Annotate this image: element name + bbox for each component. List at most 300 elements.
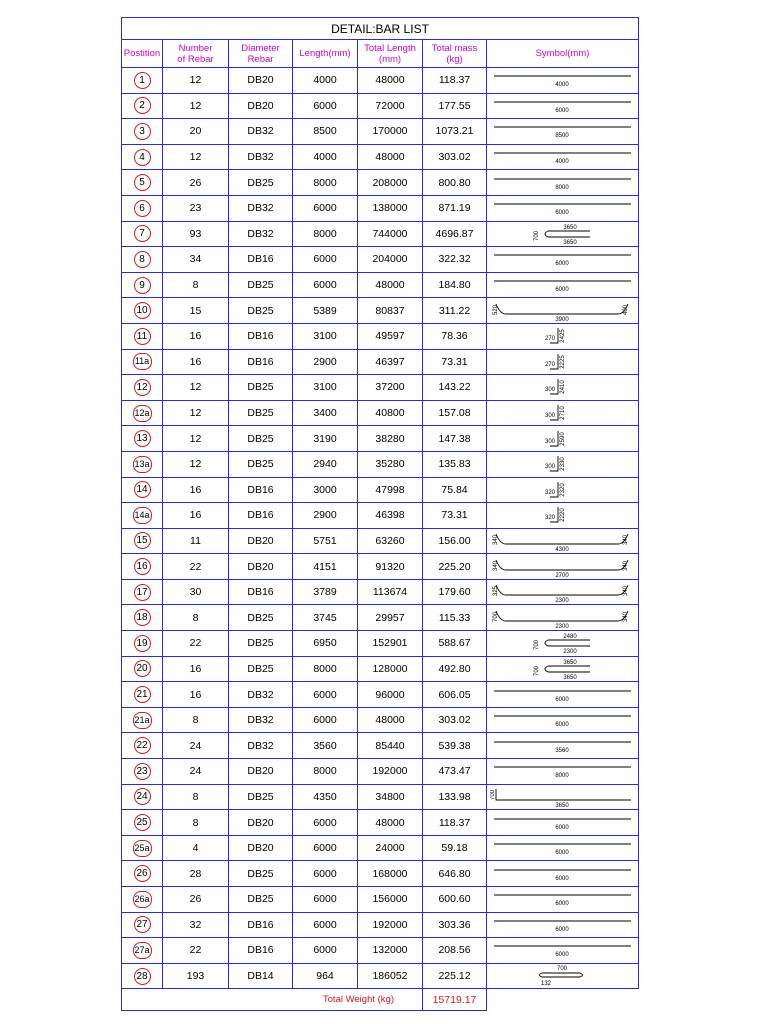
cell-total-length: 72000 xyxy=(358,93,423,119)
cell-total-mass: 303.36 xyxy=(423,912,487,938)
cell-symbol xyxy=(487,68,639,94)
cell-length: 2900 xyxy=(293,503,358,529)
cell-diameter: DB32 xyxy=(229,682,293,708)
table-row xyxy=(122,528,639,554)
bar-line xyxy=(496,585,628,595)
cell-length: 6000 xyxy=(293,810,358,836)
dimension-label: 300 xyxy=(544,413,556,420)
table-row xyxy=(122,579,639,605)
cell-position xyxy=(122,375,163,401)
header-number: Number of Rebar xyxy=(163,40,229,68)
cell-total-length: 192000 xyxy=(358,912,423,938)
position-circle: 27a xyxy=(133,942,152,959)
cell-length: 4151 xyxy=(293,554,358,580)
dimension-label: 6000 xyxy=(555,952,569,959)
bar-shape-straight xyxy=(490,197,635,219)
cell-total-mass: 143.22 xyxy=(423,375,487,401)
cell-total-mass: 303.02 xyxy=(423,144,487,170)
cell-number: 16 xyxy=(163,656,229,682)
cell-total-mass: 588.67 xyxy=(423,631,487,657)
cell-symbol xyxy=(487,247,639,273)
dimension-label: 8000 xyxy=(555,773,569,780)
cell-symbol xyxy=(487,682,639,708)
bar-shape-bend xyxy=(490,504,635,526)
cell-length: 3400 xyxy=(293,400,358,426)
position-circle: 21a xyxy=(133,712,152,729)
cell-position xyxy=(122,451,163,477)
cell-length: 3745 xyxy=(293,605,358,631)
cell-symbol xyxy=(487,579,639,605)
bar-shape-bend xyxy=(490,325,635,347)
dimension-label: 132 xyxy=(540,981,552,988)
dimension-label: 340 xyxy=(623,534,629,545)
cell-total-mass: 492.80 xyxy=(423,656,487,682)
dimension-label: 6000 xyxy=(555,875,569,882)
cell-position xyxy=(122,195,163,221)
dimension-label: 340 xyxy=(623,586,629,597)
cell-position xyxy=(122,400,163,426)
cell-number: 22 xyxy=(163,938,229,964)
cell-total-length: 91320 xyxy=(358,554,423,580)
cell-number: 32 xyxy=(163,912,229,938)
cell-diameter: DB25 xyxy=(229,375,293,401)
position-circle: 11a xyxy=(133,353,152,370)
cell-length: 6000 xyxy=(293,938,358,964)
position-circle: 24 xyxy=(134,788,151,805)
cell-total-length: 80837 xyxy=(358,298,423,324)
cell-length: 4000 xyxy=(293,68,358,94)
cell-diameter: DB16 xyxy=(229,477,293,503)
cell-number: 12 xyxy=(163,144,229,170)
cell-diameter: DB25 xyxy=(229,170,293,196)
cell-diameter: DB32 xyxy=(229,195,293,221)
cell-position xyxy=(122,298,163,324)
cell-diameter: DB20 xyxy=(229,835,293,861)
cell-symbol xyxy=(487,119,639,145)
bar-shape-straight xyxy=(490,146,635,168)
cell-total-mass: 606.05 xyxy=(423,682,487,708)
cell-symbol xyxy=(487,93,639,119)
cell-symbol xyxy=(487,221,639,247)
table-row xyxy=(122,810,639,836)
bar-shape-straight xyxy=(490,863,635,885)
dimension-label: 3900 xyxy=(555,316,569,322)
cell-symbol xyxy=(487,605,639,631)
bar-line xyxy=(545,231,590,237)
cell-length: 6000 xyxy=(293,912,358,938)
dimension-label: 700 xyxy=(556,966,568,973)
cell-position xyxy=(122,759,163,785)
position-circle: 25a xyxy=(133,840,152,857)
cell-symbol xyxy=(487,195,639,221)
cell-number: 26 xyxy=(163,887,229,913)
cell-total-length: 113674 xyxy=(358,579,423,605)
position-circle: 22 xyxy=(134,737,151,754)
cell-number: 34 xyxy=(163,247,229,273)
table-row xyxy=(122,733,639,759)
cell-total-mass: 322.32 xyxy=(423,247,487,273)
cell-total-mass: 184.80 xyxy=(423,272,487,298)
cell-position xyxy=(122,477,163,503)
table-row xyxy=(122,93,639,119)
bar-shape-straight xyxy=(490,69,635,91)
cell-position xyxy=(122,963,163,989)
table-row xyxy=(122,707,639,733)
cell-total-mass: 115.33 xyxy=(423,605,487,631)
cell-position xyxy=(122,170,163,196)
cell-length: 8000 xyxy=(293,656,358,682)
cell-symbol xyxy=(487,144,639,170)
cell-number: 12 xyxy=(163,68,229,94)
position-circle: 26 xyxy=(134,865,151,882)
cell-symbol xyxy=(487,631,639,657)
cell-number: 30 xyxy=(163,579,229,605)
dimension-label: 3650 xyxy=(555,802,569,808)
header-length: Length(mm) xyxy=(293,40,358,68)
cell-total-length: 208000 xyxy=(358,170,423,196)
cell-symbol xyxy=(487,554,639,580)
dimension-label: 4000 xyxy=(555,159,569,166)
title-row xyxy=(122,18,639,40)
cell-total-mass: 118.37 xyxy=(423,810,487,836)
dimension-label: 2300 xyxy=(555,623,569,629)
cell-number: 20 xyxy=(163,119,229,145)
cell-number: 193 xyxy=(163,963,229,989)
cell-total-length: 29957 xyxy=(358,605,423,631)
cell-position xyxy=(122,938,163,964)
bar-shape-straight xyxy=(490,172,635,194)
table-title: DETAIL:BAR LIST xyxy=(122,18,639,40)
cell-position xyxy=(122,887,163,913)
dimension-label: 6000 xyxy=(555,850,569,857)
dimension-label: 400 xyxy=(623,304,629,315)
cell-symbol xyxy=(487,298,639,324)
bar-shape-straight xyxy=(490,709,635,731)
table-row xyxy=(122,400,639,426)
dimension-label: 2320 xyxy=(560,483,566,497)
bar-line xyxy=(496,611,628,621)
cell-diameter: DB20 xyxy=(229,554,293,580)
cell-total-length: 138000 xyxy=(358,195,423,221)
position-circle: 14a xyxy=(133,507,152,524)
cell-length: 8000 xyxy=(293,170,358,196)
cell-number: 16 xyxy=(163,477,229,503)
cell-position xyxy=(122,247,163,273)
bar-shape-tray xyxy=(490,530,635,552)
cell-symbol xyxy=(487,272,639,298)
bar-shape-bend xyxy=(490,428,635,450)
dimension-label: 4000 xyxy=(555,82,569,89)
position-circle: 23 xyxy=(134,763,151,780)
dimension-label: 2410 xyxy=(560,380,566,395)
cell-number: 12 xyxy=(163,400,229,426)
cell-total-length: 192000 xyxy=(358,759,423,785)
cell-position xyxy=(122,810,163,836)
cell-total-length: 48000 xyxy=(358,810,423,836)
cell-symbol xyxy=(487,861,639,887)
table-row xyxy=(122,247,639,273)
cell-symbol xyxy=(487,835,639,861)
cell-position xyxy=(122,733,163,759)
cell-total-length: 37200 xyxy=(358,375,423,401)
cell-diameter: DB25 xyxy=(229,784,293,810)
cell-symbol xyxy=(487,963,639,989)
dimension-label: 340 xyxy=(493,560,499,571)
table-row xyxy=(122,68,639,94)
cell-total-length: 168000 xyxy=(358,861,423,887)
table-row xyxy=(122,631,639,657)
position-circle: 16 xyxy=(134,558,151,575)
table-row xyxy=(122,938,639,964)
cell-position xyxy=(122,93,163,119)
cell-symbol xyxy=(487,656,639,682)
cell-length: 6000 xyxy=(293,247,358,273)
cell-length: 5751 xyxy=(293,528,358,554)
position-circle: 17 xyxy=(134,584,151,601)
dimension-label: 300 xyxy=(544,387,556,394)
dimension-label: 2300 xyxy=(555,598,569,604)
cell-number: 12 xyxy=(163,451,229,477)
table-row xyxy=(122,298,639,324)
cell-total-length: 156000 xyxy=(358,887,423,913)
bar-shape-bend xyxy=(490,376,635,398)
bar-shape-loop xyxy=(490,632,635,654)
cell-position xyxy=(122,119,163,145)
cell-total-length: 132000 xyxy=(358,938,423,964)
cell-diameter: DB16 xyxy=(229,349,293,375)
table-row xyxy=(122,912,639,938)
table-row xyxy=(122,477,639,503)
cell-length: 2940 xyxy=(293,451,358,477)
cell-diameter: DB20 xyxy=(229,68,293,94)
header-symbol: Symbol(mm) xyxy=(487,40,639,68)
cell-total-mass: 871.19 xyxy=(423,195,487,221)
bar-shape-straight xyxy=(490,812,635,834)
position-circle: 8 xyxy=(134,251,151,268)
cell-diameter: DB16 xyxy=(229,938,293,964)
bar-shape-bend xyxy=(490,453,635,475)
cell-total-length: 46398 xyxy=(358,503,423,529)
dimension-label: 6000 xyxy=(555,287,569,294)
cell-symbol xyxy=(487,912,639,938)
cell-total-length: 96000 xyxy=(358,682,423,708)
cell-total-mass: 800.80 xyxy=(423,170,487,196)
cell-position xyxy=(122,554,163,580)
cell-total-mass: 208.56 xyxy=(423,938,487,964)
cell-position xyxy=(122,784,163,810)
cell-position xyxy=(122,144,163,170)
cell-number: 8 xyxy=(163,605,229,631)
dimension-label: 2480 xyxy=(563,634,577,641)
cell-total-length: 128000 xyxy=(358,656,423,682)
cell-symbol xyxy=(487,426,639,452)
bar-line xyxy=(540,973,583,977)
table-row xyxy=(122,963,639,989)
dimension-label: 300 xyxy=(544,438,556,445)
bar-shape-tray xyxy=(490,581,635,603)
cell-symbol xyxy=(487,887,639,913)
cell-diameter: DB25 xyxy=(229,451,293,477)
bar-shape-straight xyxy=(490,888,635,910)
cell-total-length: 85440 xyxy=(358,733,423,759)
dimension-label: 270 xyxy=(544,336,556,343)
dimension-label: 2425 xyxy=(560,329,566,343)
cell-total-mass: 303.02 xyxy=(423,707,487,733)
position-circle: 12 xyxy=(134,379,151,396)
cell-length: 3789 xyxy=(293,579,358,605)
table-row xyxy=(122,861,639,887)
position-circle: 11 xyxy=(134,328,151,345)
dimension-label: 270 xyxy=(544,361,556,368)
dimension-label: 340 xyxy=(493,534,499,545)
bar-shape-straight xyxy=(490,95,635,117)
cell-position xyxy=(122,221,163,247)
cell-diameter: DB16 xyxy=(229,579,293,605)
cell-symbol xyxy=(487,938,639,964)
cell-number: 23 xyxy=(163,195,229,221)
cell-length: 8000 xyxy=(293,221,358,247)
position-circle: 14 xyxy=(134,481,151,498)
dimension-label: 2220 xyxy=(560,508,566,523)
dimension-label: 3650 xyxy=(563,659,577,666)
cell-number: 22 xyxy=(163,631,229,657)
dimension-label: 8500 xyxy=(555,133,569,140)
dimension-label: 6000 xyxy=(555,107,569,114)
cell-number: 26 xyxy=(163,170,229,196)
cell-number: 4 xyxy=(163,835,229,861)
cell-total-mass: 646.80 xyxy=(423,861,487,887)
position-circle: 1 xyxy=(134,72,151,89)
dimension-label: 320 xyxy=(544,515,556,522)
position-circle: 5 xyxy=(134,174,151,191)
cell-length: 3100 xyxy=(293,375,358,401)
cell-position xyxy=(122,503,163,529)
cell-diameter: DB25 xyxy=(229,605,293,631)
cell-position xyxy=(122,349,163,375)
cell-length: 4350 xyxy=(293,784,358,810)
cell-total-length: 152901 xyxy=(358,631,423,657)
bar-shape-straight xyxy=(490,735,635,757)
position-circle: 19 xyxy=(134,635,151,652)
cell-number: 16 xyxy=(163,682,229,708)
total-row xyxy=(122,989,639,1011)
cell-length: 3000 xyxy=(293,477,358,503)
cell-number: 28 xyxy=(163,861,229,887)
position-circle: 10 xyxy=(134,302,151,319)
cell-number: 24 xyxy=(163,733,229,759)
position-circle: 15 xyxy=(134,532,151,549)
dimension-label: 300 xyxy=(544,464,556,471)
cell-symbol xyxy=(487,733,639,759)
dimension-label: 6000 xyxy=(555,696,569,703)
dimension-label: 700 xyxy=(534,230,540,241)
cell-number: 8 xyxy=(163,784,229,810)
table-row xyxy=(122,272,639,298)
cell-diameter: DB25 xyxy=(229,298,293,324)
cell-length: 6000 xyxy=(293,682,358,708)
cell-total-mass: 73.31 xyxy=(423,503,487,529)
cell-length: 3100 xyxy=(293,323,358,349)
dimension-label: 340 xyxy=(623,560,629,571)
dimension-label: 2225 xyxy=(560,355,566,369)
cell-position xyxy=(122,861,163,887)
dimension-label: 6000 xyxy=(555,901,569,908)
cell-total-length: 47998 xyxy=(358,477,423,503)
cell-total-length: 204000 xyxy=(358,247,423,273)
position-circle: 18 xyxy=(134,609,151,626)
cell-length: 4000 xyxy=(293,144,358,170)
cell-position xyxy=(122,656,163,682)
cell-diameter: DB20 xyxy=(229,810,293,836)
dimension-label: 340 xyxy=(623,611,629,622)
cell-total-length: 49597 xyxy=(358,323,423,349)
table-row xyxy=(122,375,639,401)
cell-diameter: DB25 xyxy=(229,887,293,913)
position-circle: 2 xyxy=(134,97,151,114)
cell-symbol xyxy=(487,477,639,503)
table-row xyxy=(122,554,639,580)
cell-symbol xyxy=(487,759,639,785)
bar-shape-straight xyxy=(490,939,635,961)
cell-number: 22 xyxy=(163,554,229,580)
header-total-length: Total Length (mm) xyxy=(358,40,423,68)
position-circle: 12a xyxy=(133,405,152,422)
cell-position xyxy=(122,835,163,861)
cell-position xyxy=(122,528,163,554)
cell-diameter: DB16 xyxy=(229,247,293,273)
dimension-label: 3650 xyxy=(563,239,577,245)
dimension-label: 2700 xyxy=(555,572,569,578)
cell-length: 2900 xyxy=(293,349,358,375)
position-circle: 13 xyxy=(134,430,151,447)
cell-total-length: 186052 xyxy=(358,963,423,989)
cell-symbol xyxy=(487,323,639,349)
table-row xyxy=(122,323,639,349)
cell-total-length: 24000 xyxy=(358,835,423,861)
bar-shape-straight xyxy=(490,760,635,782)
cell-number: 16 xyxy=(163,349,229,375)
bar-shape-hook xyxy=(490,786,635,808)
cell-number: 16 xyxy=(163,503,229,529)
table-row xyxy=(122,759,639,785)
header-position: Postition xyxy=(122,40,163,68)
cell-diameter: DB32 xyxy=(229,733,293,759)
cell-total-mass: 539.38 xyxy=(423,733,487,759)
cell-total-length: 35280 xyxy=(358,451,423,477)
cell-position xyxy=(122,68,163,94)
table-row xyxy=(122,349,639,375)
cell-total-mass: 133.98 xyxy=(423,784,487,810)
cell-total-mass: 147.38 xyxy=(423,426,487,452)
cell-total-mass: 78.36 xyxy=(423,323,487,349)
position-circle: 9 xyxy=(134,277,151,294)
cell-number: 8 xyxy=(163,810,229,836)
dimension-label: 6000 xyxy=(555,261,569,268)
cell-length: 8500 xyxy=(293,119,358,145)
cell-diameter: DB32 xyxy=(229,144,293,170)
header-row xyxy=(122,40,639,68)
dimension-label: 700 xyxy=(490,789,496,800)
cell-length: 3560 xyxy=(293,733,358,759)
bar-line xyxy=(496,534,628,544)
cell-diameter: DB20 xyxy=(229,528,293,554)
cell-diameter: DB20 xyxy=(229,759,293,785)
position-circle: 6 xyxy=(134,200,151,217)
cell-symbol xyxy=(487,349,639,375)
dimension-label: 2590 xyxy=(560,431,566,446)
bar-line xyxy=(545,666,590,672)
cell-total-mass: 156.00 xyxy=(423,528,487,554)
